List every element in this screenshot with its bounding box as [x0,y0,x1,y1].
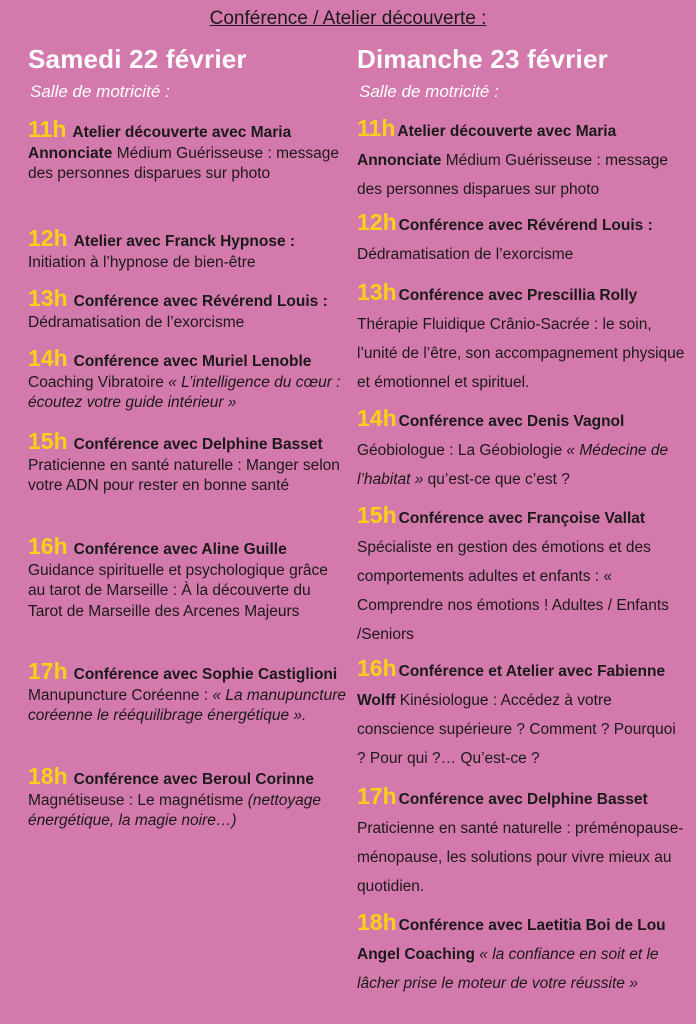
schedule-item [357,278,687,397]
event-desc: Kinésiologue : Accédez à votre conscience supérieure ? Comment ? Pourquoi ? Pour qui ?… Qu’est-ce ? [357,692,676,767]
event-hour: 11h [28,116,67,142]
event-title: Conférence avec Denis Vagnol [398,413,625,430]
event-desc: Thérapie Fluidique Crânio-Sacrée : le soin, l’unité de l’être, son accompagnement physique et émotionnel et spirituel. [357,316,685,391]
event-quote: (nettoyage énergétique, la magie noire…) [28,791,321,829]
schedule-item [357,654,687,773]
event-desc: Manupuncture Coréenne : [28,686,213,704]
event-hour: 15h [28,428,68,454]
event-desc: Médium Guérisseuse : message des personnes disparues sur photo [28,144,339,182]
event-hour: 14h [357,405,397,431]
schedule-item [28,285,346,333]
saturday-column [28,42,346,829]
event-title: Conférence avec Delphine Basset [73,436,323,453]
sunday-column [357,42,687,992]
event-title: Atelier découverte avec Maria Annonciate [28,124,292,162]
hall-label: Salle de motricité : [359,82,499,101]
event-title: Conférence avec Sophie Castiglioni [73,666,338,683]
event-title: Atelier avec Franck Hypnose : [73,233,296,250]
schedule-item [28,658,346,727]
event-hour: 16h [28,533,68,559]
event-title: Conférence avec Révérend Louis : [398,217,653,234]
day-title: Samedi 22 février [28,44,247,74]
event-desc: Dédramatisation de l’exorcisme [28,313,245,331]
event-hour: 16h [357,655,397,681]
page-header: Conférence / Atelier découverte : [209,8,487,29]
schedule-item [28,225,346,273]
event-hour: 18h [28,763,68,789]
event-desc: Praticienne en santé naturelle : Manger selon votre ADN pour rester en bonne santé [28,456,340,494]
schedule-item [28,763,346,832]
event-desc: Spécialiste en gestion des émotions et des comportements adultes et enfants : « Comprendre nos émotions ! Adultes / Enfants /Seniors [357,539,669,643]
event-hour: 14h [28,345,68,371]
schedule-item [28,533,346,622]
schedule-item [357,208,687,269]
event-title: Conférence avec Prescillia Rolly [398,287,638,304]
event-hour: 17h [357,783,397,809]
event-desc: Géobiologue : La Géobiologie [357,442,567,459]
event-hour: 11h [357,115,396,141]
event-desc: Magnétiseuse : Le magnétisme [28,791,248,809]
event-desc: Coaching Vibratoire [28,373,169,391]
event-title: Atelier découverte avec Maria Annonciate [357,123,617,169]
event-title: Conférence avec Laetitia Boi de Lou Angel Coaching [357,917,666,963]
event-title: Conférence avec Françoise Vallat [398,510,646,527]
event-title: Conférence avec Delphine Basset [398,791,648,808]
event-desc: Praticienne en santé naturelle : préménopause-ménopause, les solutions pour vivre mieux au quotidien. [357,820,684,895]
schedule-item [28,116,346,185]
event-desc: Initiation à l’hypnose de bien-être [28,253,256,271]
schedule-item [357,782,687,901]
day-title: Dimanche 23 février [357,44,608,74]
event-title: Conférence et Atelier avec Fabienne Wolff [357,663,666,709]
event-hour: 15h [357,502,397,528]
event-desc: Médium Guérisseuse : message des personnes disparues sur photo [357,152,668,198]
event-hour: 13h [28,285,68,311]
event-hour: 13h [357,279,397,305]
event-hour: 12h [28,225,68,251]
hall-label: Salle de motricité : [30,82,170,101]
event-quote: « Médecine de l’habitat » [357,442,669,488]
event-quote: « L’intelligence du cœur : écoutez votre guide intérieur » [28,373,341,411]
event-title: Conférence avec Révérend Louis : [73,293,328,310]
schedule-item [28,345,346,414]
schedule-item [28,428,346,497]
event-title: Conférence avec Beroul Corinne [73,771,314,788]
event-quote: « la confiance en soit et le lâcher prise le moteur de votre réussite » [357,946,659,992]
event-title: Conférence avec Muriel Lenoble [73,353,312,370]
event-hour: 12h [357,209,397,235]
event-desc: Guidance spirituelle et psychologique grâce au tarot de Marseille : À la découverte du Tarot de Marseille des Arcenes Majeurs [28,561,328,620]
schedule-item [357,114,687,204]
schedule-item [357,501,687,649]
event-quote: « La manupuncture coréenne le rééquilibrage énergétique ». [28,686,346,724]
event-desc-end: qu’est-ce que c’est ? [423,471,570,488]
event-hour: 18h [357,909,397,935]
event-title: Conférence avec Aline Guille [73,541,287,558]
event-desc: Dédramatisation de l’exorcisme [357,246,574,263]
event-hour: 17h [28,658,68,684]
schedule-item [357,404,687,494]
schedule-item [357,908,687,998]
